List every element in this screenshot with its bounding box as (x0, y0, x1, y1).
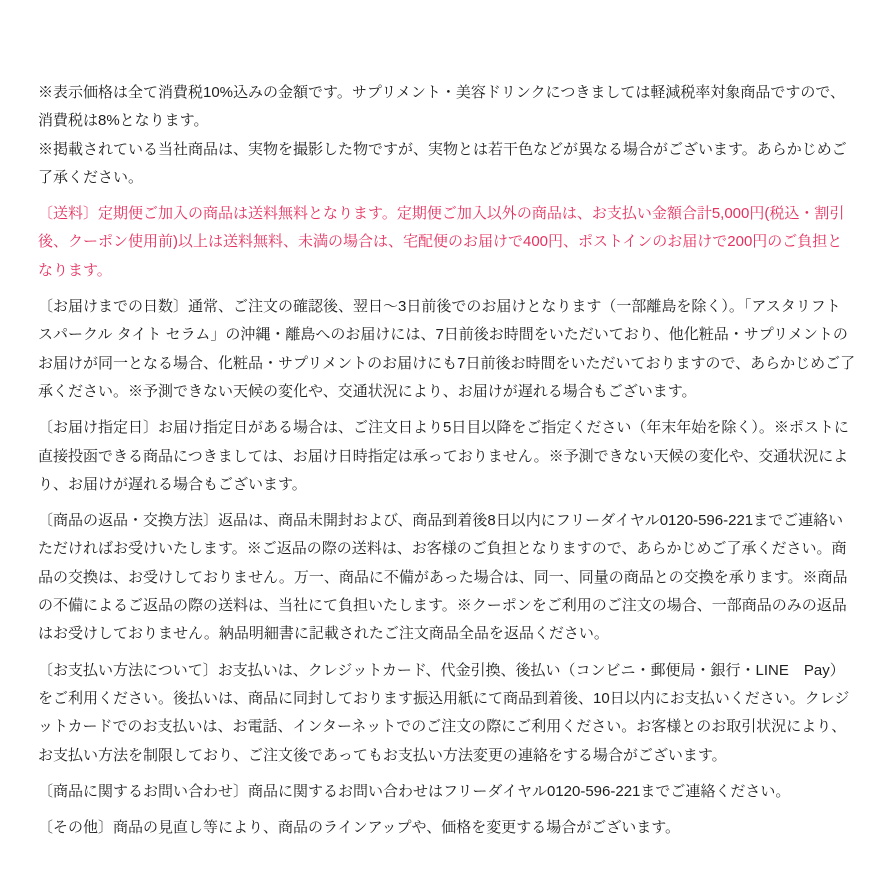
notice-section-price-notes (38, 79, 856, 192)
notice-text: お支払いは、クレジットカード、代金引換、後払い（コンビニ・郵便局・銀行・LINE Pay）をご利用ください。後払いは、商品に同封しております振込用紙にて商品到着後、10日以内にお支払いください。クレジットカードでのお支払いは、お電話、インターネットでのご注文の際にご利用ください。お客様とのお取引状況により、お支払い方法を制限しており、ご注文後であってもお支払い方法変更の連絡をする場合がございます。 (38, 661, 850, 764)
notice-text: ※表示価格は全て消費税10%込みの金額です。サプリメント・美容ドリンクにつきましては軽減税率対象商品ですので、消費税は8%となります。 (38, 84, 846, 130)
notice-section-returns-exchange (38, 507, 856, 648)
notice-text: 商品に関するお問い合わせはフリーダイヤル0120-596-221までご連絡ください。 (248, 782, 791, 800)
notice-paragraph (38, 293, 856, 406)
notice-paragraph (38, 507, 856, 648)
notice-section-other (38, 814, 856, 842)
notice-section-label: 〔お届け指定日〕 (38, 419, 159, 437)
notice-section-label: 〔送料〕 (38, 205, 99, 223)
notice-section-label: 〔商品の返品・交換方法〕 (38, 512, 219, 530)
notice-paragraph (38, 414, 856, 499)
notice-text: 定期便ご加入の商品は送料無料となります。定期便ご加入以外の商品は、お支払い金額合計5,000円(税込・割引後、クーポン使用前)以上は送料無料、未満の場合は、宅配便のお届けで400円、ポストインのお届けで200円のご負担となります。 (38, 205, 845, 279)
notice-section-delivery-days (38, 293, 856, 406)
notice-section-product-inquiry (38, 778, 856, 806)
notice-text: ※掲載されている当社商品は、実物を撮影した物ですが、実物とは若干色などが異なる場合がございます。あらかじめご了承ください。 (38, 140, 847, 186)
notice-paragraph (38, 778, 856, 806)
notice-text: 通常、ご注文の確認後、翌日〜3日前後でのお届けとなります（一部離島を除く）。「アスタリフト スパークル タイト セラム」の沖縄・離島へのお届けには、7日前後お時間をいただいており、他化粧品・サプリメントのお届けが同一となる場合、化粧品・サプリメントのお届けにも7日前後お時間をいただいておりますので、あらかじめご了承ください。※予測できない天候の変化や、交通状況により、お届けが遅れる場合もございます。 (38, 298, 856, 400)
notice-section-label: 〔お支払い方法について〕 (38, 661, 218, 679)
notice-section-label: 〔お届けまでの日数〕 (38, 298, 189, 316)
notice-text: 商品の見直し等により、商品のラインアップや、価格を変更する場合がございます。 (113, 819, 681, 837)
notice-text: 返品は、商品未開封および、商品到着後8日以内にフリーダイヤル0120-596-221までご連絡いただければお受けいたします。※ご返品の際の送料は、お客様のご負担となりますので、あらかじめご了承ください。商品の交換は、お受けしておりません。万一、商品に不備があった場合は、同一、同量の商品との交換を承ります。※商品の不備によるご返品の際の送料は、当社にて負担いたします。※クーポンをご利用のご注文の場合、一部商品のみの返品はお受けしておりません。納品明細書に記載されたご注文商品全品を返品ください。 (38, 512, 848, 643)
notice-section-delivery-date (38, 414, 856, 499)
notice-section-label: 〔その他〕 (38, 819, 114, 837)
notice-paragraph (38, 79, 856, 136)
notice-sections-list (38, 79, 856, 842)
notice-text: お届け指定日がある場合は、ご注文日より5日目以降をご指定ください（年末年始を除く）。※ポストに直接投函できる商品につきましては、お届け日時指定は承っておりません。※予測できない天候の変化や、交通状況により、お届けが遅れる場合もございます。 (38, 419, 849, 493)
notice-paragraph (38, 136, 856, 193)
notice-paragraph (38, 200, 856, 285)
notice-section-payment-methods (38, 657, 856, 770)
notice-section-shipping-fee (38, 200, 856, 285)
notice-paragraph (38, 814, 856, 842)
notice-section-label: 〔商品に関するお問い合わせ〕 (38, 782, 249, 800)
notice-paragraph (38, 657, 856, 770)
